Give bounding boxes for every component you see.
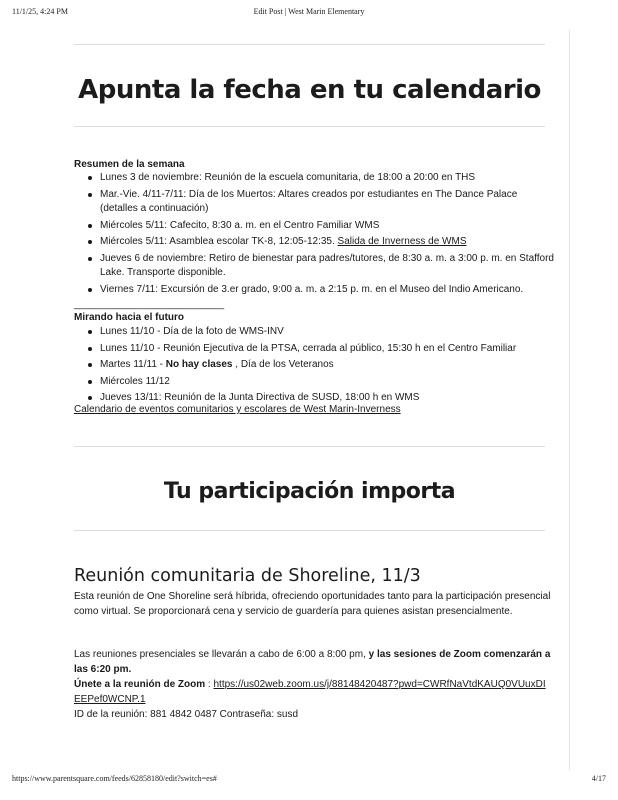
print-page-title: Edit Post | West Marin Elementary	[253, 7, 365, 16]
list-item: Lunes 11/10 - Reunión Ejecutiva de la PTSA, cerrada al público, 15:30 h en el Centro Familiar	[74, 342, 554, 357]
meeting-schedule: Las reuniones presenciales se llevarán a cabo de 6:00 a 8:00 pm, y las sesiones de Zoom comenzarán a las 6:20 pm. Únete a la reunión de Zoom : https://us02web.zoom.us/j/88148420487?pwd=CWRfNaVtdKAUQ0VUuxDIEEPef0WCNP.1 ID de la reunión: 881 4842 0487 Contraseña: susd	[74, 649, 551, 720]
bullet-icon	[88, 193, 92, 197]
bullet-icon	[88, 330, 92, 334]
meeting-intro: Esta reunión de One Shoreline será híbrida, ofreciendo oportunidades tanto para la participación presencial como virtual. Se proporcionará cena y servicio de guardería para quienes asistan presencialmente.	[74, 591, 551, 617]
list-item: Lunes 3 de noviembre: Reunión de la escuela comunitaria, de 18:00 a 20:00 en THS	[74, 171, 554, 186]
scrollbar-track[interactable]	[569, 30, 570, 770]
bullet-icon	[88, 396, 92, 400]
inverness-exit-link[interactable]: Salida de Inverness de WMS	[337, 236, 467, 247]
bullet-icon	[88, 224, 92, 228]
zoom-link[interactable]: https://us02web.zoom.us/j/88148420487?pwd=CWRfNaVtdKAUQ0VUuxDIEEPef0WCNP.1	[74, 679, 546, 705]
print-page-number: 4/17	[591, 774, 606, 783]
list-item: Jueves 6 de noviembre: Retiro de bienestar para padres/tutores, de 8:30 a. m. a 3:00 p. m. en Stafford Lake. Transporte disponible.	[74, 252, 554, 281]
list-item: Jueves 13/11: Reunión de la Junta Directiva de SUSD, 18:00 h en WMS	[74, 391, 554, 406]
meeting-id-text: ID de la reunión: 881 4842 0487 Contraseña: susd	[74, 709, 299, 720]
print-datetime: 11/1/25, 4:24 PM	[12, 7, 68, 16]
bullet-icon	[88, 380, 92, 384]
looking-ahead-label: Mirando hacia el futuro	[74, 312, 185, 323]
divider	[74, 530, 545, 531]
bullet-icon	[88, 347, 92, 351]
separator-line: ___________________________	[74, 299, 225, 310]
calendar-heading: Apunta la fecha en tu calendario	[78, 75, 541, 105]
list-item: Miércoles 11/12	[74, 375, 554, 390]
bullet-icon	[88, 240, 92, 244]
bullet-icon	[88, 257, 92, 261]
looking-ahead-list	[74, 325, 554, 408]
list-item: Mar.-Vie. 4/11-7/11: Día de los Muertos: Altares creados por estudiantes en The Dance Palace (detalles a continuación)	[74, 188, 554, 217]
divider	[74, 44, 545, 45]
divider	[74, 126, 545, 127]
print-header	[12, 7, 606, 19]
zoom-join-label: Únete a la reunión de Zoom	[74, 679, 206, 690]
list-item: Viernes 7/11: Excursión de 3.er grado, 9:00 a. m. a 2:15 p. m. en el Museo del Indio Americano.	[74, 283, 554, 298]
print-url: https://www.parentsquare.com/feeds/62858180/edit?switch=es#	[12, 774, 217, 783]
list-item: Miércoles 5/11: Asamblea escolar TK-8, 12:05-12:35. Salida de Inverness de WMS	[74, 235, 554, 250]
bullet-icon	[88, 176, 92, 180]
list-item: Martes 11/11 - No hay clases , Día de los Veteranos	[74, 358, 554, 373]
no-school-text: No hay clases	[165, 359, 233, 370]
list-item: Lunes 11/10 - Día de la foto de WMS-INV	[74, 325, 554, 340]
bullet-icon	[88, 288, 92, 292]
bullet-icon	[88, 363, 92, 367]
print-footer	[12, 774, 606, 786]
shoreline-meeting-heading: Reunión comunitaria de Shoreline, 11/3	[74, 566, 421, 586]
participation-heading: Tu participación importa	[163, 479, 456, 504]
week-summary-label: Resumen de la semana	[74, 159, 185, 170]
divider	[74, 446, 545, 447]
list-item: Miércoles 5/11: Cafecito, 8:30 a. m. en el Centro Familiar WMS	[74, 219, 554, 234]
week-summary-list	[74, 171, 554, 299]
community-calendar-link[interactable]: Calendario de eventos comunitarios y escolares de West Marin-Inverness	[74, 404, 401, 415]
